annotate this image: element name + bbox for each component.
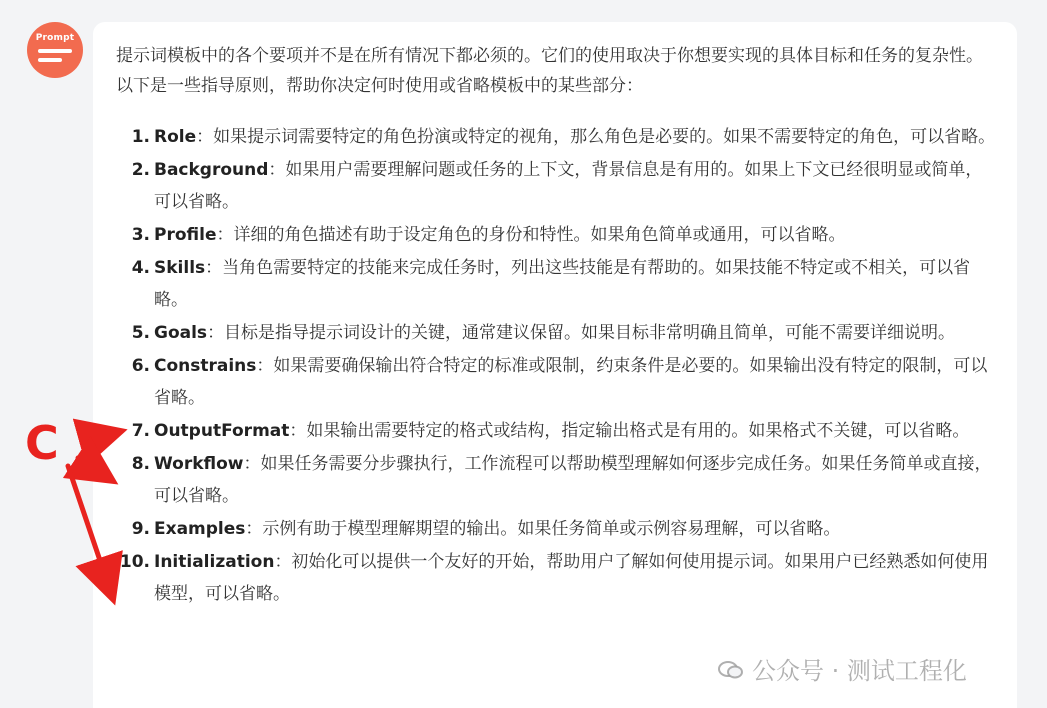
item-description: ：目标是指导提示词设计的关键，通常建议保留。如果目标非常明确且简单，可能不需要详细说明。 xyxy=(207,323,956,343)
item-description: ：详细的角色描述有助于设定角色的身份和特性。如果角色简单或通用，可以省略。 xyxy=(216,225,846,245)
item-number: 3. xyxy=(131,225,150,245)
message-intro: 提示词模板中的各个要项并不是在所有情况下都必须的。它们的使用取决于你想要实现的具体目标和任务的复杂性。以下是一些指导原则，帮助你决定何时使用或省略模板中的某些部分： xyxy=(116,46,983,96)
watermark-text: 公众号 · 测试工程化 xyxy=(752,656,967,685)
item-description: ：如果任务需要分步骤执行，工作流程可以帮助模型理解如何逐步完成任务。如果任务简单或直接，可以省略。 xyxy=(154,454,992,506)
item-number: 9. xyxy=(131,519,150,539)
item-number: 6. xyxy=(131,356,150,376)
assistant-avatar xyxy=(27,22,83,78)
item-number: 5. xyxy=(131,323,150,343)
item-number: 7. xyxy=(131,421,150,441)
avatar-label: Prompt xyxy=(35,33,75,43)
item-number: 10. xyxy=(119,552,150,572)
watermark xyxy=(718,648,967,688)
assistant-message-bubble xyxy=(93,22,1017,708)
item-name: Initialization xyxy=(154,552,275,572)
list-item xyxy=(119,448,999,512)
wechat-icon xyxy=(718,658,744,678)
item-number: 1. xyxy=(131,127,150,147)
item-number: 4. xyxy=(131,258,150,278)
annotation-letter: C xyxy=(25,416,59,470)
list-item xyxy=(119,252,999,316)
list-item xyxy=(119,121,999,153)
item-name: Constrains xyxy=(154,356,257,376)
item-description: ：当角色需要特定的技能来完成任务时，列出这些技能是有帮助的。如果技能不特定或不相关，可以省略。 xyxy=(154,258,971,310)
avatar-line-icon xyxy=(38,49,72,53)
list-item xyxy=(119,154,999,218)
list-item xyxy=(119,219,999,251)
item-description: ：如果提示词需要特定的角色扮演或特定的视角，那么角色是必要的。如果不需要特定的角色，可以省略。 xyxy=(196,127,996,147)
item-name: Workflow xyxy=(154,454,244,474)
guideline-list xyxy=(119,121,999,611)
item-description: ：如果用户需要理解问题或任务的上下文，背景信息是有用的。如果上下文已经很明显或简单，可以省略。 xyxy=(154,160,983,212)
item-description: ：示例有助于模型理解期望的输出。如果任务简单或示例容易理解，可以省略。 xyxy=(245,519,841,539)
item-description: ：如果需要确保输出符合特定的标准或限制，约束条件是必要的。如果输出没有特定的限制，可以省略。 xyxy=(154,356,988,408)
item-description: ：初始化可以提供一个友好的开始，帮助用户了解如何使用提示词。如果用户已经熟悉如何使用模型，可以省略。 xyxy=(154,552,989,604)
item-name: Role xyxy=(154,127,197,147)
item-number: 2. xyxy=(131,160,150,180)
list-item xyxy=(119,350,999,414)
list-item xyxy=(119,317,999,349)
item-name: Profile xyxy=(154,225,217,245)
list-item xyxy=(119,415,999,447)
list-item xyxy=(119,546,999,610)
item-number: 8. xyxy=(131,454,150,474)
item-name: Background xyxy=(154,160,269,180)
item-name: OutputFormat xyxy=(154,421,290,441)
item-name: Skills xyxy=(154,258,206,278)
item-name: Examples xyxy=(154,519,246,539)
avatar-line-icon xyxy=(38,58,62,62)
item-description: ：如果输出需要特定的格式或结构，指定输出格式是有用的。如果格式不关键，可以省略。 xyxy=(289,421,970,441)
list-item xyxy=(119,513,999,545)
item-name: Goals xyxy=(154,323,208,343)
